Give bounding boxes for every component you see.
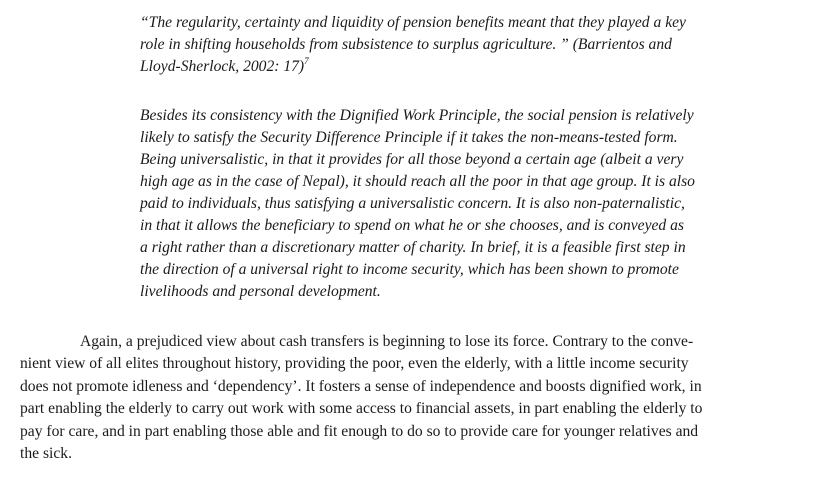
paragraph-line: Again, a prejudiced view about cash transfers is beginning to lose its force. Contrary to the conve- (80, 333, 694, 350)
quote-line: Besides its consistency with the Dignified Work Principle, the social pension is relatively (140, 107, 694, 124)
paragraph-line: nient view of all elites throughout history, providing the poor, even the elderly, with a little income security (20, 355, 689, 373)
paragraph-line: does not promote idleness and ‘dependency’. It fosters a sense of independence and boosts dignified work, in (20, 377, 702, 395)
quote-line: “The regularity, certainty and liquidity of pension benefits meant that they played a key (140, 14, 686, 31)
footnote-marker[interactable]: 7 (304, 55, 309, 66)
quote-line: Being universalistic, in that it provides for all those beyond a certain age (albeit a very (140, 151, 684, 168)
block-quote-barrientos (140, 12, 740, 78)
quote-line: likely to satisfy the Security Difference Principle if it takes the non-means-tested form. (140, 129, 678, 146)
citation-text: Lloyd-Sherlock, 2002: 17) (140, 58, 305, 75)
quote-line: a right rather than a discretionary matter of charity. In brief, it is a feasible first step in (140, 239, 686, 256)
quote-line: high age as in the case of Nepal), it should reach all the poor in that age group. It is also (140, 173, 695, 190)
quote-line: the direction of a universal right to income security, which has been shown to promote (140, 261, 679, 278)
quote-line: in that it allows the beneficiary to spend on what he or she chooses, and is conveyed as (140, 217, 684, 234)
paragraph-line: the sick. (20, 445, 72, 463)
quote-line-citation (140, 56, 740, 78)
quote-line: role in shifting households from subsistence to surplus agriculture. ” (Barrientos and (140, 36, 672, 53)
quote-line: paid to individuals, thus satisfying a universalistic concern. It is also non-paternalistic, (140, 195, 685, 212)
block-quote-social-pension (140, 105, 740, 303)
quote-line: livelihoods and personal development. (140, 283, 381, 300)
paragraph-line: pay for care, and in part enabling those able and fit enough to do so to provide care for younger relatives and (20, 422, 699, 440)
paragraph-line: part enabling the elderly to carry out work with some access to financial assets, in part enabling the elderly to (20, 400, 703, 418)
body-paragraph (20, 331, 810, 465)
